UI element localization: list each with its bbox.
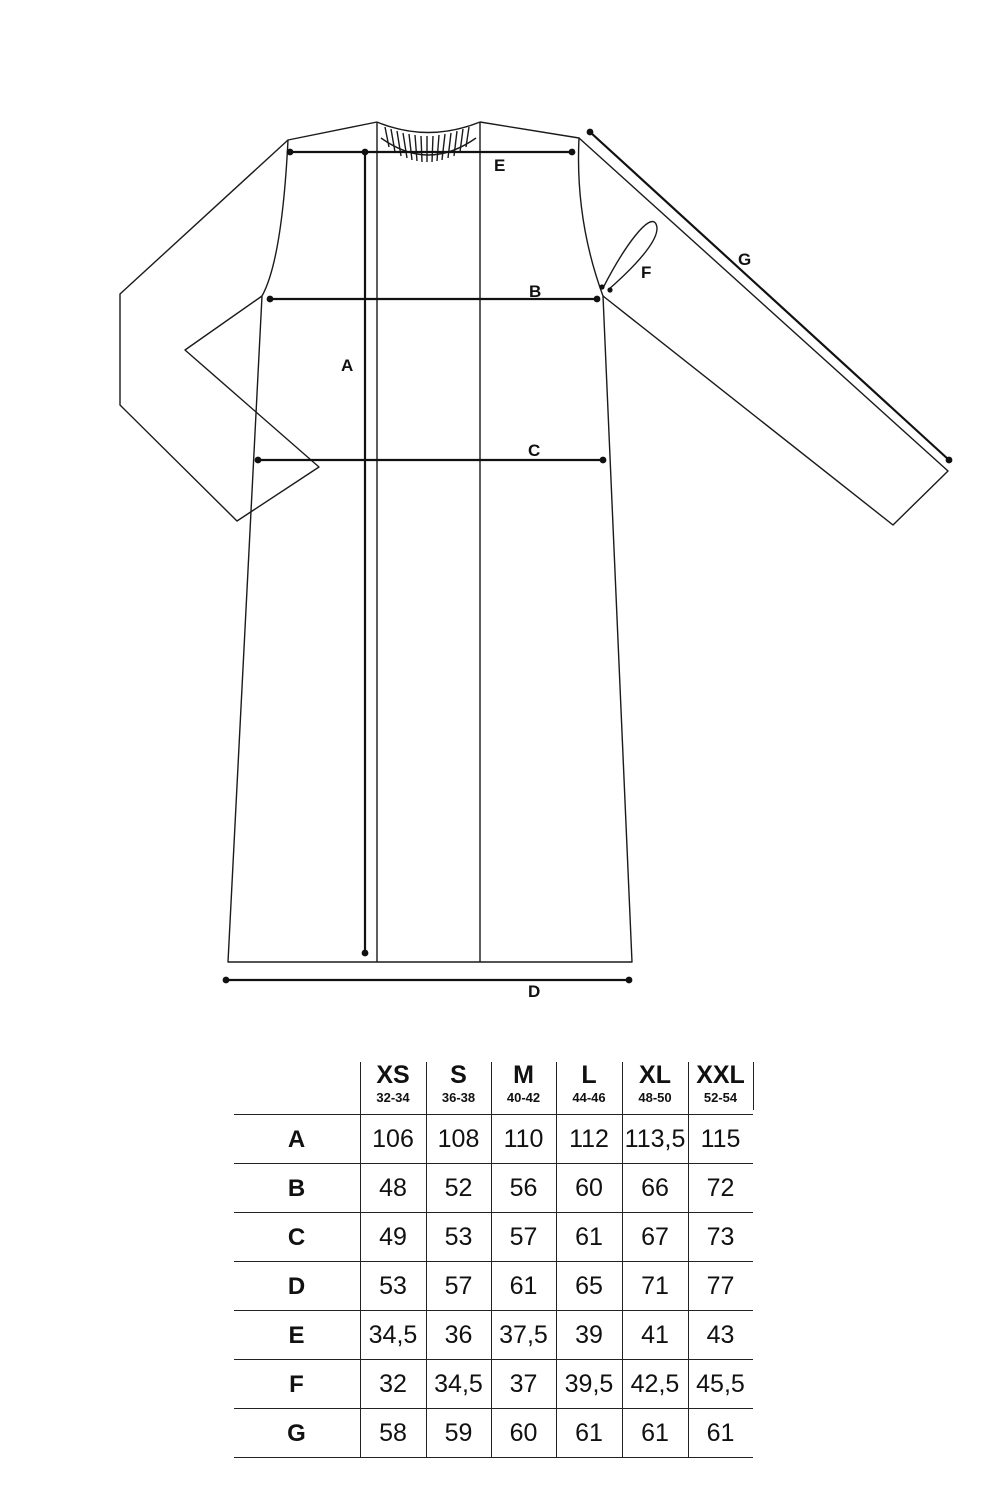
- label-a: A: [341, 356, 354, 375]
- size-range-xxl: 52-54: [703, 1090, 738, 1105]
- size-range-xs: 32-34: [376, 1090, 410, 1105]
- measure-d: [223, 977, 633, 1001]
- table-cell: 73: [706, 1223, 735, 1251]
- table-cell: 61: [575, 1223, 603, 1251]
- table-cell: 37: [509, 1370, 538, 1398]
- table-cell: 58: [379, 1419, 407, 1447]
- table-row-divider: [234, 1457, 753, 1458]
- label-g: G: [738, 250, 752, 269]
- table-cell: 61: [706, 1419, 735, 1447]
- table-cell: 60: [509, 1419, 538, 1447]
- table-row-divider: [234, 1261, 753, 1262]
- table-cell: 112: [569, 1125, 609, 1153]
- label-f: F: [641, 263, 652, 282]
- right-sleeve: [579, 138, 948, 525]
- table-cell: 61: [575, 1419, 603, 1447]
- table-column-divider: [360, 1062, 361, 1457]
- measure-c: [255, 441, 607, 463]
- table-cell: 52: [444, 1174, 473, 1202]
- table-cell: 42,5: [630, 1370, 680, 1398]
- table-cell: 53: [379, 1272, 407, 1300]
- row-label-d: D: [287, 1272, 306, 1300]
- size-range-s: 36-38: [441, 1090, 476, 1105]
- table-cell: 57: [444, 1272, 473, 1300]
- table-cell: 61: [641, 1419, 669, 1447]
- size-header-xxl: XXL: [696, 1061, 745, 1089]
- table-cell: 34,5: [434, 1370, 483, 1398]
- size-header-m: M: [513, 1061, 534, 1089]
- table-cell: 71: [641, 1272, 669, 1300]
- left-sleeve: [120, 140, 319, 521]
- table-cell: 37,5: [499, 1321, 548, 1349]
- label-c: C: [528, 441, 541, 460]
- table-cell: 115: [700, 1125, 741, 1153]
- row-label-f: F: [289, 1370, 304, 1398]
- table-cell: 59: [444, 1419, 473, 1447]
- table-cell: 56: [509, 1174, 538, 1202]
- table-cell: 61: [509, 1272, 538, 1300]
- row-label-g: G: [287, 1419, 306, 1447]
- size-range-m: 40-42: [506, 1090, 541, 1105]
- table-cell: 43: [706, 1321, 735, 1349]
- size-header-xl: XL: [639, 1061, 671, 1089]
- table-column-divider: [622, 1062, 623, 1457]
- table-row-divider: [234, 1212, 753, 1213]
- table-cell: 65: [575, 1272, 603, 1300]
- table-cell: 66: [641, 1174, 669, 1202]
- measure-e: [287, 149, 576, 175]
- table-column-divider: [426, 1062, 427, 1457]
- row-label-c: C: [287, 1223, 306, 1251]
- table-cell: 108: [437, 1125, 480, 1153]
- table-column-divider: [688, 1062, 689, 1457]
- size-range-xl: 48-50: [638, 1090, 672, 1105]
- table-cell: 106: [372, 1125, 414, 1153]
- row-label-e: E: [288, 1321, 305, 1349]
- table-row-divider: [234, 1408, 753, 1409]
- table-row-divider: [234, 1114, 753, 1115]
- table-row-divider: [234, 1163, 753, 1164]
- size-header-s: S: [450, 1061, 467, 1089]
- table-cell: 49: [379, 1223, 407, 1251]
- row-label-b: B: [287, 1174, 306, 1202]
- size-header-xs: XS: [376, 1061, 410, 1089]
- table-cell: 41: [641, 1321, 669, 1349]
- measure-g: [587, 129, 953, 464]
- measure-a: [341, 149, 368, 957]
- size-header-l: L: [581, 1061, 597, 1089]
- table-cell: 77: [706, 1272, 735, 1300]
- table-cell: 32: [379, 1370, 407, 1398]
- size-range-l: 44-46: [572, 1090, 606, 1105]
- table-cell: 34,5: [368, 1321, 418, 1349]
- table-cell: 113,5: [624, 1125, 686, 1153]
- dress-outline: [228, 122, 632, 962]
- row-label-a: A: [287, 1125, 306, 1153]
- neck-rib: [377, 122, 480, 162]
- label-b: B: [529, 282, 542, 301]
- table-column-divider: [753, 1062, 754, 1110]
- table-cell: 60: [575, 1174, 603, 1202]
- table-cell: 110: [503, 1125, 544, 1153]
- table-cell: 48: [379, 1174, 407, 1202]
- table-cell: 53: [444, 1223, 473, 1251]
- table-row-divider: [234, 1359, 753, 1360]
- table-column-divider: [556, 1062, 557, 1457]
- measure-f: [599, 263, 651, 293]
- table-row-divider: [234, 1310, 753, 1311]
- table-cell: 72: [706, 1174, 735, 1202]
- table-cell: 39: [575, 1321, 603, 1349]
- table-cell: 57: [509, 1223, 538, 1251]
- table-cell: 45,5: [696, 1370, 745, 1398]
- label-e: E: [494, 156, 506, 175]
- table-column-divider: [491, 1062, 492, 1457]
- measure-b: [267, 282, 601, 302]
- table-cell: 36: [444, 1321, 473, 1349]
- label-d: D: [528, 982, 541, 1001]
- table-cell: 39,5: [564, 1370, 614, 1398]
- table-cell: 67: [641, 1223, 669, 1251]
